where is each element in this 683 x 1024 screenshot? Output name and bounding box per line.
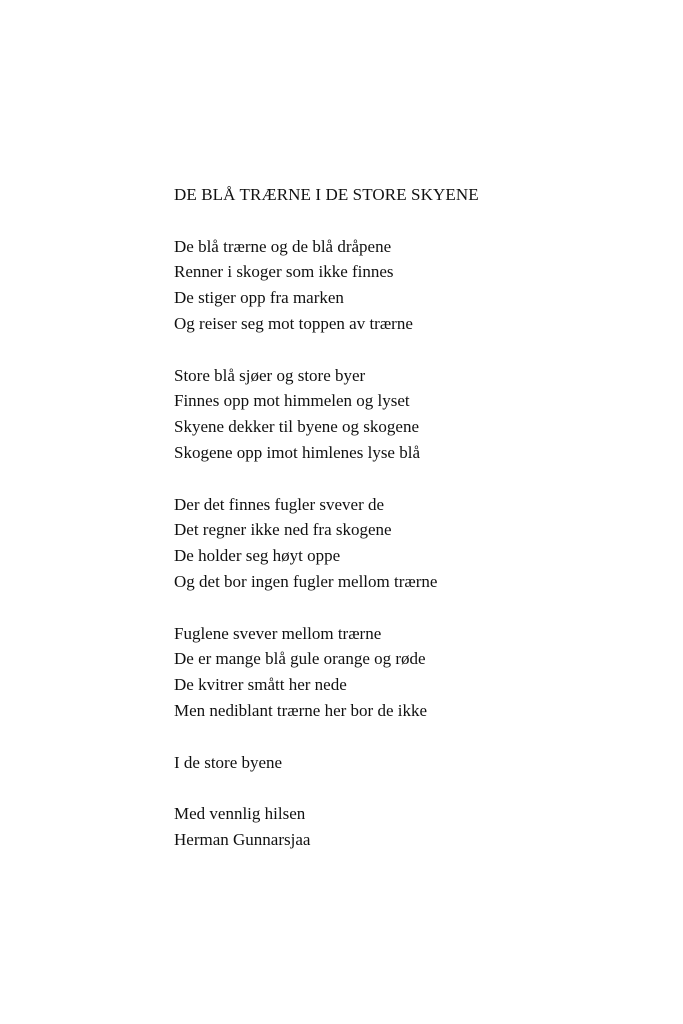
poem-title: DE BLÅ TRÆRNE I DE STORE SKYENE bbox=[174, 185, 479, 204]
poem-line: Fuglene svever mellom trærne bbox=[174, 623, 382, 643]
stanza-1 bbox=[174, 234, 654, 337]
stanza-gap bbox=[174, 208, 654, 234]
closing-greeting: Med vennlig hilsen bbox=[174, 804, 306, 824]
poem-line: De holder seg høyt oppe bbox=[174, 546, 341, 566]
stanza-2 bbox=[174, 363, 654, 466]
poem-line: De kvitrer smått her nede bbox=[174, 675, 347, 695]
stanza-gap bbox=[174, 775, 654, 801]
stanza-gap bbox=[174, 337, 654, 363]
poem-line: De er mange blå gule orange og røde bbox=[174, 649, 426, 669]
poem-line: Der det finnes fugler svever de bbox=[174, 494, 385, 514]
poem-line: Og reiser seg mot toppen av trærne bbox=[174, 313, 413, 333]
author-name: Herman Gunnarsjaa bbox=[174, 829, 311, 849]
poem-line: Store blå sjøer og store byer bbox=[174, 365, 366, 385]
stanza-5 bbox=[174, 750, 654, 776]
poem-line: De blå trærne og de blå dråpene bbox=[174, 236, 392, 256]
closing-block bbox=[174, 801, 654, 853]
poem-line: I de store byene bbox=[174, 752, 283, 772]
poem-line: Det regner ikke ned fra skogene bbox=[174, 520, 392, 540]
poem-line: Skogene opp imot himlenes lyse blå bbox=[174, 442, 420, 462]
stanza-gap bbox=[174, 466, 654, 492]
poem-line: De stiger opp fra marken bbox=[174, 288, 344, 308]
poem-line: Men nediblant trærne her bor de ikke bbox=[174, 700, 428, 720]
poem-line: Og det bor ingen fugler mellom trærne bbox=[174, 571, 438, 591]
poem-line: Renner i skoger som ikke finnes bbox=[174, 262, 394, 282]
stanza-4 bbox=[174, 621, 654, 724]
stanza-gap bbox=[174, 595, 654, 621]
stanza-gap bbox=[174, 724, 654, 750]
stanza-3 bbox=[174, 492, 654, 595]
poem-line: Skyene dekker til byene og skogene bbox=[174, 417, 420, 437]
poem-line: Finnes opp mot himmelen og lyset bbox=[174, 391, 410, 411]
poem-body bbox=[174, 182, 654, 853]
